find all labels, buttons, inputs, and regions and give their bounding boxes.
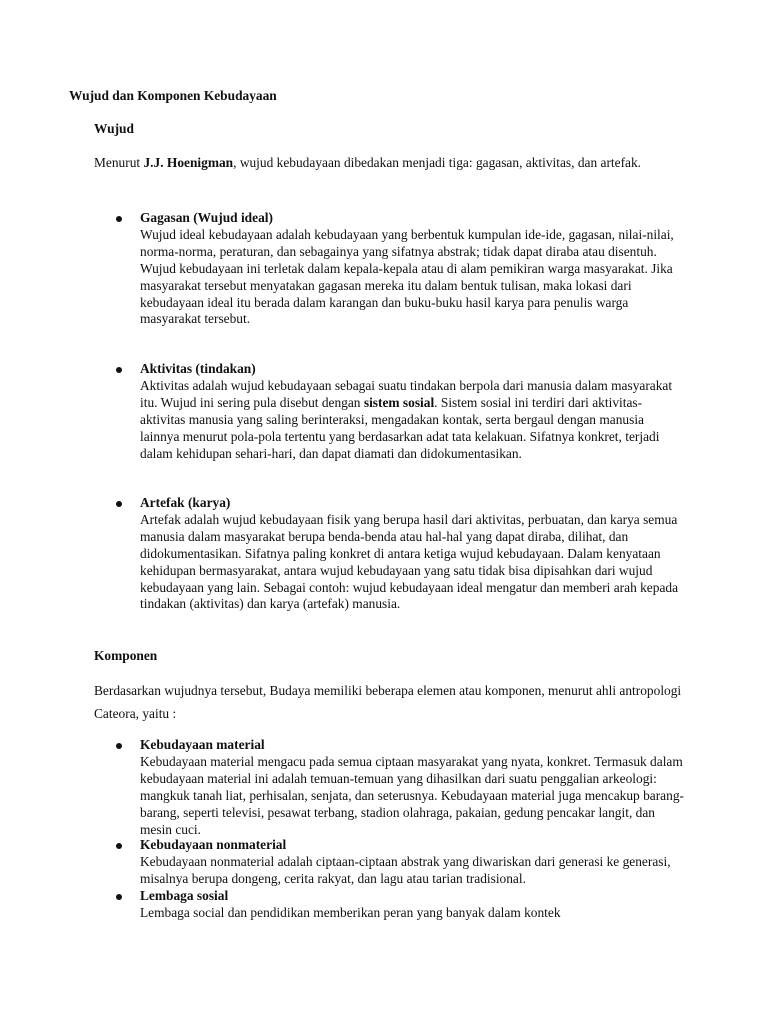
item-text: Kebudayaan nonmaterial adalah ciptaan-ciptaan abstrak yang diwariskan dari generasi ke generasi, misalnya berupa dongeng, cerita rakyat, dan lagu atau tarian tradisional. xyxy=(140,853,671,886)
heading-wujud: Wujud xyxy=(94,121,134,136)
item-text: Wujud ideal kebudayaan adalah kebudayaan yang berbentuk kumpulan ide-ide, gagasan, nilai-nilai, norma-norma, peraturan, dan sebagainya yang sifatnya abstrak; tidak dapat diraba atau disentuh. Wujud kebudayaan ini terletak dalam kepala-kepala atau di alam pemikiran warga masyarakat. Jika masyarakat tersebut menyatakan gagasan mereka itu dalam bentuk tulisan, maka lokasi dari kebudayaan ideal itu berada dalam karangan dan buku-buku hasil karya para penulis warga masyarakat tersebut. xyxy=(140,226,674,327)
bullet-icon xyxy=(116,501,122,507)
komponen-intro: Berdasarkan wujudnya tersebut, Budaya memiliki beberapa elemen atau komponen, menurut ahli antropologi Cateora, yaitu : xyxy=(94,683,682,721)
wujud-intro-post: , wujud kebudayaan dibedakan menjadi tiga: gagasan, aktivitas, dan artefak. xyxy=(233,155,642,170)
list-item-lembaga-sosial xyxy=(116,888,686,922)
item-title: Kebudayaan material xyxy=(140,737,265,752)
item-text: Lembaga social dan pendidikan memberikan peran yang banyak dalam kontek xyxy=(140,904,561,920)
item-text-pre: Aktivitas adalah wujud kebudayaan sebagai suatu tindakan berpola dari manusia dalam masyarakat itu. Wujud ini sering pula disebut dengan xyxy=(140,377,673,410)
list-item-nonmaterial xyxy=(116,837,686,888)
wujud-intro xyxy=(94,151,694,174)
item-text-post: . Sistem sosial ini terdiri dari aktivitas-aktivitas manusia yang saling berinteraksi, mengadakan kontak, serta bergaul dengan manusia lainnya menurut pola-pola tertentu yang berdasarkan adat tata kelakuan. Sifatnya konkret, terjadi dalam kehidupan sehari-hari, dan dapat diamati dan didokumentasikan. xyxy=(140,394,660,461)
document-title: Wujud dan Komponen Kebudayaan xyxy=(69,88,277,103)
item-text: Kebudayaan material mengacu pada semua ciptaan masyarakat yang nyata, konkret. Termasuk dalam kebudayaan material ini adalah temuan-temuan yang dihasilkan dari suatu penggalian arkeologi: mangkuk tanah liat, perhisalan, senjata, dan seterusnya. Kebudayaan material juga mencakup barang-barang, seperti televisi, pesawat terbang, stadion olahraga, pakaian, gedung pencakar langit, dan mesin cuci. xyxy=(140,753,684,837)
bullet-icon xyxy=(116,894,122,900)
item-text xyxy=(140,378,686,463)
wujud-intro-author: J.J. Hoenigman xyxy=(143,155,234,170)
list-item-artefak xyxy=(116,495,686,613)
bullet-icon xyxy=(116,743,122,749)
item-text-term: sistem sosial xyxy=(363,394,435,410)
item-text: Artefak adalah wujud kebudayaan fisik yang berupa hasil dari aktivitas, perbuatan, dan karya semua manusia dalam masyarakat berupa benda-benda atau hal-hal yang dapat diraba, dilihat, dan didokumentasikan. Sifatnya paling konkret di antara ketiga wujud kebudayaan. Dalam kenyataan kehidupan bermasyarakat, antara wujud kebudayaan yang satu tidak bisa dipisahkan dari wujud kebudayaan yang lain. Sebagai contoh: wujud kebudayaan ideal mengatur dan memberi arah kepada tindakan (aktivitas) dan karya (artefak) manusia. xyxy=(140,511,679,612)
item-title: Gagasan (Wujud ideal) xyxy=(140,210,273,225)
item-title: Aktivitas (tindakan) xyxy=(140,361,256,376)
item-title: Artefak (karya) xyxy=(140,495,231,510)
list-item-gagasan xyxy=(116,210,686,328)
bullet-icon xyxy=(116,216,122,222)
heading-komponen: Komponen xyxy=(94,648,158,663)
item-title: Kebudayaan nonmaterial xyxy=(140,837,287,852)
bullet-icon xyxy=(116,843,122,849)
wujud-intro-pre: Menurut xyxy=(94,155,144,170)
item-title: Lembaga sosial xyxy=(140,888,229,903)
list-item-aktivitas xyxy=(116,361,686,462)
bullet-icon xyxy=(116,367,122,373)
list-item-material xyxy=(116,737,686,838)
